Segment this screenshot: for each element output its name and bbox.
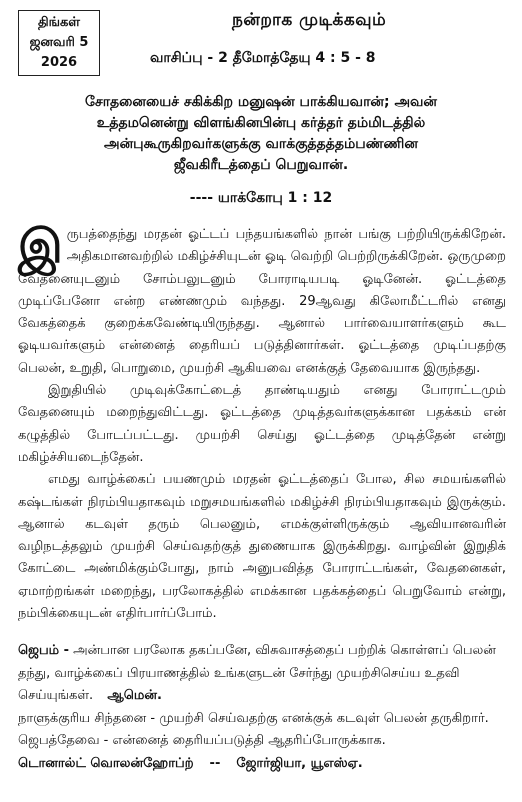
verse-reference: ---- யாக்கோபு 1 : 12 — [189, 190, 333, 206]
paragraph-3: எமது வாழ்க்கைப் பயணமும் மரதன் ஓட்டத்தைப் போல, சில சமயங்களில் கஷ்டங்கள் நிரம்பியதாகவும் மறுசமயங்களில் மகிழ்ச்சி நிரம்பியதாகவும் இருக்கும். ஆனால் கடவுள் தரும் பெலனும், எமக்குள்ளிருக்கும் ஆவியானவரின் வழிநடத்தலும் முயற்சி செய்வதற்குத் துணையாக இருக்கிறது. வாழ்வின் இறுதிக் கோட்டை அண்மிக்கும்போது, நாம் அனுபவித்த போராட்டங்கள், வேதனைகள், ஏமாற்றங்கள் மறைந்து, பரலோகத்தில் எமக்கான பதக்கத்தைப் பெறுவோம் என்று, நம்பிக்கையுடன் எதிர்பார்ப்போம். — [18, 472, 506, 622]
author-location: ஜோர்ஜியா, யூஎஸ்ஏ. — [236, 755, 363, 771]
prayer-label: ஜெபம் - — [18, 643, 70, 658]
need-text: என்னைத் தைரியப்படுத்தி ஆதரிப்போருக்காக. — [112, 733, 386, 748]
drop-cap: இ — [18, 219, 63, 273]
date-day: திங்கள் — [37, 15, 81, 30]
date-year: 2026 — [40, 55, 78, 70]
need-label: ஜெபத்தேவை - — [18, 733, 109, 748]
page-title: நன்றாக முடிக்கவும் — [232, 10, 387, 30]
closing-section — [18, 640, 506, 775]
verse-line: அன்புகூருகிறவர்களுக்கு வாக்குத்தத்தம்பண்ணின — [104, 136, 418, 152]
paragraph-1-text: ருபத்தைந்து மரதன் ஓட்டப் பந்தயங்களில் நான் பங்கு பற்றியிருக்கிறேன். அதிகமானவற்றில் மகிழ்ச்சியுடன் ஓடி வெற்றி பெற்றிருக்கிறேன். ஒருமுறை வேதனையுடனும் சோம்பலுடனும் போராடியபடி ஓடினேன். ஓட்டத்தை முடிப்பேனோ என்ற எண்ணமும் வந்தது. 29ஆவது கிலோமீட்டரில் எனது வேகத்தைக் குறைக்கவேண்டியிருந்தது. ஆனால் பார்வையாளர்களும் கூட ஓடியவர்களும் என்னைத் தைரியப் படுத்தினார்கள். ஓட்டத்தை முடிப்பதற்கு பெலன், உறுதி, பொறுமை, முயற்சி ஆகியவை எனக்குத் தேவையாக இருந்தது. — [18, 227, 506, 376]
prayer-text: அன்பான பரலோக தகப்பனே, விசுவாசத்தைப் பற்றிக் கொள்ளப் பெலன் தந்து, வாழ்க்கைப் பிரயாணத்தில் உங்களுடன் சேர்ந்து முயற்சிசெய்ய உதவி செய்யுங்கள். — [18, 643, 496, 703]
amen: ஆமென். — [107, 688, 162, 703]
prayer-need — [18, 730, 506, 753]
paragraph-2: இறுதியில் முடிவுக்கோட்டைத் தாண்டியதும் எனது போராட்டமும் வேதனையும் மறைந்துவிட்டது. ஓட்டத்தை முடித்தவர்களுக்கான பதக்கம் என் கழுத்தில் போடப்பட்டது. முயற்சி செய்து ஓட்டத்தை முடித்தேன் என்று மகிழ்ச்சியடைந்தேன். — [18, 383, 506, 465]
verse-line: ஜீவகிரீடத்தைப் பெறுவான். — [173, 157, 349, 173]
verse-line: உத்தமனென்று விளங்கினபின்பு கர்த்தர் தம்மிடத்தில் — [96, 115, 426, 131]
author-line — [18, 753, 506, 776]
reading-reference: வாசிப்பு - 2 தீமோத்தேயு 4 : 5 - 8 — [150, 50, 376, 66]
author-separator: -- — [209, 755, 221, 771]
thought-for-day — [18, 708, 506, 731]
date-box — [18, 10, 100, 76]
author-name: டொனால்ட் வொலன்ஹோப்ற் — [18, 755, 194, 771]
thought-label: நாளுக்குரிய சிந்தனை - — [18, 710, 156, 726]
devotional-body — [18, 219, 506, 625]
date-month-day: ஜனவரி 5 — [29, 35, 89, 50]
thought-text: முயற்சி செய்வதற்கு எனக்குக் கடவுள் பெலன் தருகிறார். — [159, 710, 489, 726]
paragraph-1 — [18, 219, 506, 380]
verse-line: சோதனையைச் சகிக்கிற மனுஷன் பாக்கியவான்; அவன் — [85, 94, 437, 110]
key-verse — [16, 92, 506, 176]
prayer — [18, 640, 506, 708]
